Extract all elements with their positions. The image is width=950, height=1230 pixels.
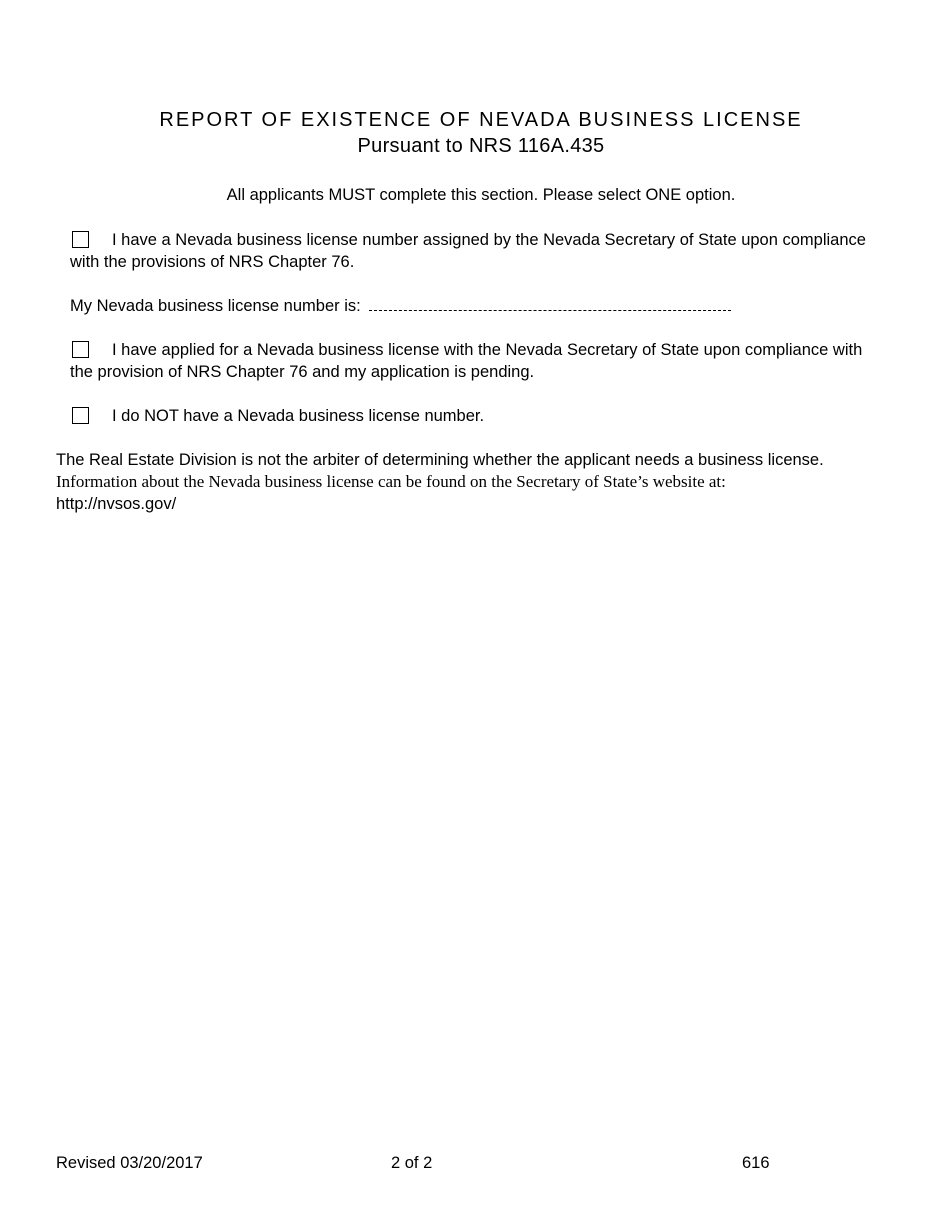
instruction-text: All applicants MUST complete this section. Please select ONE option. (226, 186, 736, 204)
revision-date: Revised 03/20/2017 (56, 1154, 203, 1172)
option-1 (70, 229, 880, 273)
option-3 (70, 405, 880, 427)
division-notice (56, 449, 906, 515)
page-number: 2 of 2 (391, 1154, 433, 1172)
option-1-label: I have a Nevada business license number assigned by the Nevada Secretary of State upon compliance with the provisions of NRS Chapter 76. (70, 231, 866, 271)
notice-line-1: The Real Estate Division is not the arbiter of determining whether the applicant needs a business license. (56, 451, 824, 469)
license-number-field[interactable] (369, 294, 731, 311)
form-subtitle: Pursuant to NRS 116A.435 (357, 135, 605, 157)
option-2 (70, 339, 880, 383)
option-3-label: I do NOT have a Nevada business license number. (112, 407, 485, 425)
license-number-label: My Nevada business license number is: (70, 297, 361, 315)
form-title: REPORT OF EXISTENCE OF NEVADA BUSINESS LICENSE (159, 109, 803, 131)
secretary-of-state-link[interactable]: http://nvsos.gov/ (56, 495, 177, 513)
option-2-label: I have applied for a Nevada business license with the Nevada Secretary of State upon compliance with the provision of NRS Chapter 76 and my application is pending. (70, 341, 863, 381)
license-number-row (70, 294, 731, 317)
form-number: 616 (742, 1154, 770, 1172)
notice-line-2: Information about the Nevada business license can be found on the Secretary of State’s website at: (56, 472, 726, 491)
